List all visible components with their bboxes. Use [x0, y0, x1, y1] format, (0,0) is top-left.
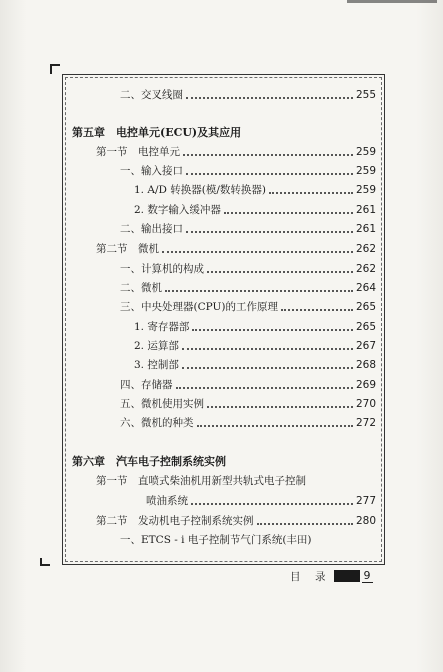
- dot-leader: [186, 173, 353, 175]
- toc-entry: [120, 222, 376, 236]
- toc-entry-label: 2. 数字输入缓冲器: [134, 204, 221, 216]
- toc-entry-page: 261: [355, 204, 376, 216]
- dot-leader: [186, 97, 353, 99]
- toc-entry: [120, 416, 376, 430]
- toc-entry-label: 六、微机的种类: [120, 417, 194, 429]
- dot-leader: [186, 231, 353, 233]
- toc-entry: [134, 339, 376, 353]
- dot-leader: [192, 329, 353, 331]
- toc-entry: [120, 164, 376, 178]
- toc-entry-page: 259: [355, 165, 376, 177]
- toc-entry-label: 二、微机: [120, 282, 162, 294]
- toc-entry: [120, 281, 376, 295]
- toc-entry: [120, 397, 376, 411]
- toc-entry: [120, 533, 376, 547]
- toc-entry: [96, 514, 376, 528]
- dot-leader: [257, 523, 353, 525]
- dot-leader: [182, 348, 353, 350]
- dot-leader: [182, 367, 353, 369]
- toc-entry: [134, 203, 376, 217]
- dot-leader: [183, 154, 353, 156]
- toc-entry-page: 265: [355, 321, 376, 333]
- toc-entry: [96, 474, 376, 488]
- toc-entry: [146, 494, 376, 508]
- toc-entry-label: 喷油系统: [146, 495, 188, 507]
- toc-entry-label: 1. A/D 转换器(模/数转换器): [134, 184, 266, 196]
- toc-entry-page: 270: [355, 398, 376, 410]
- dot-leader: [162, 251, 353, 253]
- toc-entry-page: 269: [355, 379, 376, 391]
- dot-leader: [165, 290, 353, 292]
- dot-leader: [197, 425, 353, 427]
- toc-entry-label: 五、微机使用实例: [120, 398, 204, 410]
- toc-entry-page: 255: [355, 89, 376, 101]
- toc-entry-page: 262: [355, 263, 376, 275]
- toc-entry-page: 268: [355, 359, 376, 371]
- footer-section-name: 目 录: [290, 570, 328, 583]
- toc-entry-page: 264: [355, 282, 376, 294]
- toc-entry-label: 四、存储器: [120, 379, 173, 391]
- toc-entry-label: 2. 运算部: [134, 340, 179, 352]
- toc-entry-label: 一、ETCS - i 电子控制节气门系统(丰田): [120, 534, 312, 546]
- section-label: 第一节 直喷式柴油机用新型共轨式电子控制: [96, 475, 306, 487]
- section-label: 第一节 电控单元: [96, 146, 180, 158]
- toc-entry-page: 259: [355, 146, 376, 158]
- toc-entry-label: 二、交叉线圈: [120, 89, 183, 101]
- toc-entry-label: 二、输出接口: [120, 223, 183, 235]
- toc-entry: [134, 358, 376, 372]
- toc-entry-page: 280: [355, 515, 376, 527]
- toc-entry-label: 一、计算机的构成: [120, 263, 204, 275]
- chapter-title: 第六章 汽车电子控制系统实例: [72, 455, 226, 468]
- toc-entry: [120, 378, 376, 392]
- dot-leader: [269, 192, 353, 194]
- dot-leader: [224, 212, 353, 214]
- toc-entry-page: 261: [355, 223, 376, 235]
- dot-leader: [191, 503, 353, 505]
- toc-entry-label: 一、输入接口: [120, 165, 183, 177]
- crop-mark-bottom: [40, 558, 50, 566]
- dot-leader: [176, 387, 353, 389]
- toc-entry-page: 277: [355, 495, 376, 507]
- toc-entry-page: 259: [355, 184, 376, 196]
- chapter-title: 第五章 电控单元(ECU)及其应用: [72, 126, 242, 139]
- toc-entry-label: 1. 寄存器部: [134, 321, 190, 333]
- page-footer: [290, 568, 373, 584]
- section-label: 第二节 发动机电子控制系统实例: [96, 515, 254, 527]
- crop-mark-top: [50, 64, 60, 74]
- toc-entry: [120, 300, 376, 314]
- toc-entry: [120, 88, 376, 102]
- toc-entry-label: 3. 控制部: [134, 359, 179, 371]
- footer-black-tab: [334, 570, 360, 582]
- toc-entry-page: 265: [355, 301, 376, 313]
- toc-entry: [96, 145, 376, 159]
- toc-entry: [134, 183, 376, 197]
- toc-entry: [120, 262, 376, 276]
- toc-entry-page: 267: [355, 340, 376, 352]
- dot-leader: [207, 271, 353, 273]
- toc-entry: [134, 320, 376, 334]
- toc-entry-label: 三、中央处理器(CPU)的工作原理: [120, 301, 278, 313]
- chapter-heading: [72, 455, 376, 469]
- dot-leader: [281, 309, 353, 311]
- toc-entry-page: 272: [355, 417, 376, 429]
- dot-leader: [207, 406, 353, 408]
- footer-page-number: 9: [363, 569, 371, 582]
- toc-entry: [96, 242, 376, 256]
- section-label: 第二节 微机: [96, 243, 159, 255]
- toc-entry-page: 262: [355, 243, 376, 255]
- scan-edge-mark: [347, 0, 437, 3]
- chapter-heading: [72, 126, 376, 140]
